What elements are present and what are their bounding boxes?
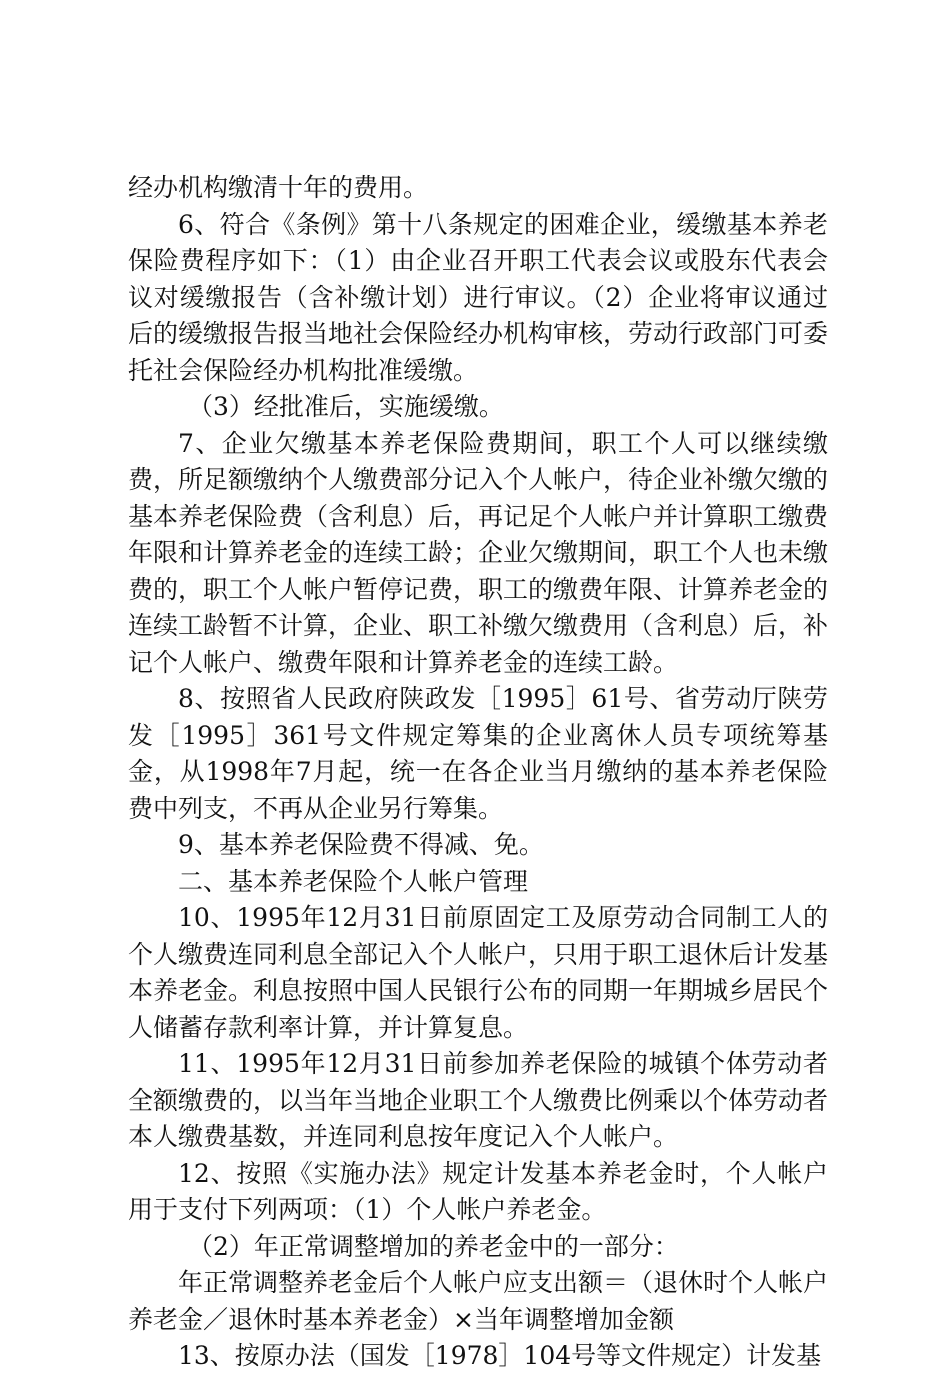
paragraph-item-7: 7、企业欠缴基本养老保险费期间，职工个人可以继续缴费，所足额缴纳个人缴费部分记入个人帐户，待企业补缴欠缴的基本养老保险费（含利息）后，再记足个人帐户并计算职工缴费年限和计算养老金的连续工龄；企业欠缴期间，职工个人也未缴费的，职工个人帐户暂停记费，职工的缴费年限、计算养老金的连续工龄暂不计算，企业、职工补缴欠缴费用（含利息）后，补记个人帐户、缴费年限和计算养老金的连续工龄。 [128,428,829,677]
paragraph-item-8: 8、按照省人民政府陕政发［1995］61号、省劳动厅陕劳发［1995］361号文件规定筹集的企业离休人员专项统筹基金，从1998年7月起，统一在各企业当月缴纳的基本养老保险费中列支，不再从企业另行筹集。 [128,684,828,823]
paragraph-item-12-part-2: （2）年正常调整增加的养老金中的一部分： [188,1231,679,1261]
paragraph-item-9: 9、基本养老保险费不得减、免。 [178,830,544,859]
paragraph-item-10: 10、1995年12月31日前原固定工及原劳动合同制工人的个人缴费连同利息全部记入个人帐户，只用于职工退休后计发基本养老金。利息按照中国人民银行公布的同期一年期城乡居民个人储蓄存款利率计算，并计算复息。 [128,903,829,1042]
section-heading-2: 二、基本养老保险个人帐户管理 [178,866,529,896]
paragraph-formula: 年正常调整养老金后个人帐户应支出额＝（退休时个人帐户养老金／退休时基本养老金）×当年调整增加金额 [128,1268,829,1334]
document-body [128,170,828,1375]
paragraph-item-12: 12、按照《实施办法》规定计发基本养老金时，个人帐户用于支付下列两项：（1）个人帐户养老金。 [128,1158,828,1224]
paragraph-continuation: 经办机构缴清十年的费用。 [128,173,429,202]
paragraph-item-11: 11、1995年12月31日前参加养老保险的城镇个体劳动者全额缴费的，以当年当地企业职工个人缴费比例乘以个体劳动者本人缴费基数，并连同利息按年度记入个人帐户。 [128,1049,829,1151]
paragraph-item-6: 6、符合《条例》第十八条规定的困难企业，缓缴基本养老保险费程序如下：（1）由企业召开职工代表会议或股东代表会议对缓缴报告（含补缴计划）进行审议。（2）企业将审议通过后的缓缴报告报当地社会保险经办机构审核，劳动行政部门可委托社会保险经办机构批准缓缴。 [128,209,829,385]
paragraph-item-13: 13、按原办法（国发［1978］104号等文件规定）计发基 [178,1341,822,1370]
paragraph-item-6-step-3: （3）经批准后，实施缓缴。 [188,392,504,421]
